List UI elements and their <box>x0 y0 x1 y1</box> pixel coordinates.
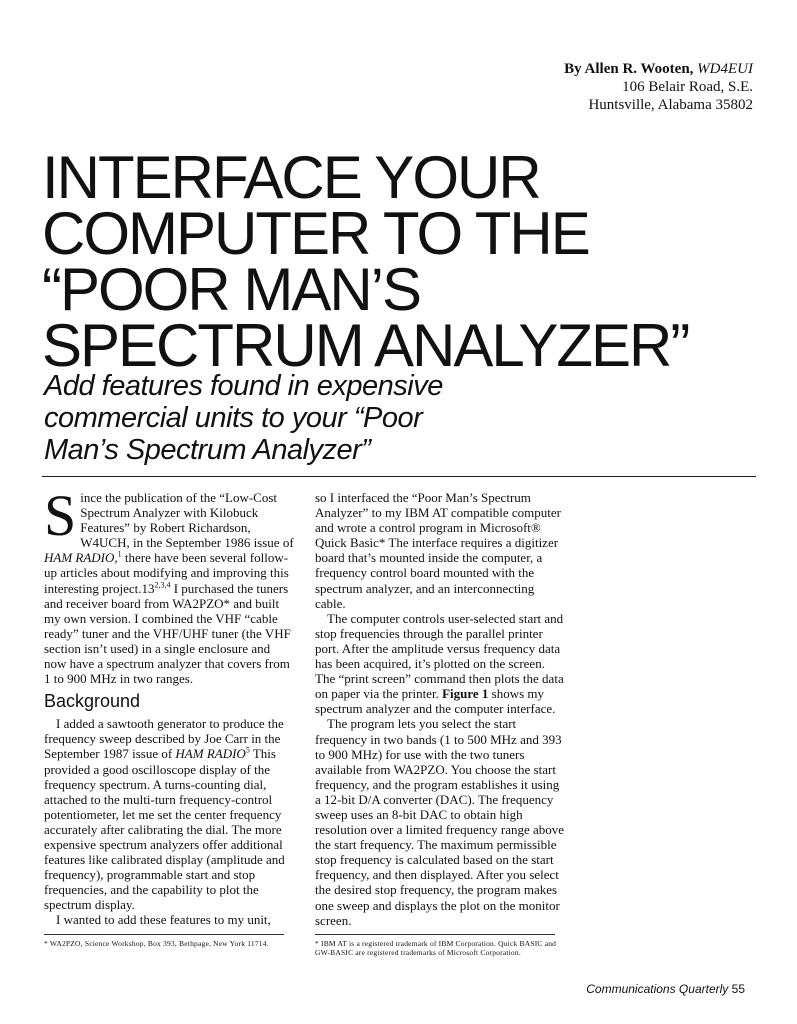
footnote-divider-left <box>44 934 284 935</box>
background-text-b: This provided a good oscilloscope display of the frequency spectrum. A turns-counting dial, attached to the multi-turn frequency-control potentiometer, let me set the center frequency accurately after calibrating the dial. The more expensive spectrum analyzers offer additional features like calibrated display (amplitude and frequency), programmable start and stop frequencies, and the capability to plot the spectrum display. <box>44 746 285 913</box>
byline <box>564 60 753 114</box>
paragraph-program: The program lets you select the start frequency in two bands (1 to 500 MHz and 393 to 900 MHz) for use with the two tuners available from WA2PZO. You choose the start frequency, and the program establishes it using a 12-bit D/A converter (DAC). The frequency sweep uses an 8-bit DAC to obtain high resolution over a limited frequency range above the start frequency. The maximum permissible stop frequency is calculated based on the start frequency, and then displayed. After you select the desired stop frequency, the program makes one sweep and displays the plot on the monitor screen. <box>315 716 565 928</box>
title-line-1: INTERFACE YOUR <box>42 144 540 211</box>
footnote-left: * WA2PZO, Science Workshop, Box 393, Bethpage, New York 11714. <box>44 938 269 948</box>
publication-name: Communications Quarterly <box>586 982 729 996</box>
footnote-right: * IBM AT is a registered trademark of IBM Corporation. Quick BASIC and GW-BASIC are registered trademarks of Microsoft Corporation. <box>315 938 557 957</box>
footnote-divider-right <box>315 934 555 935</box>
page-number: 55 <box>731 982 745 996</box>
article-title <box>42 144 762 379</box>
ref-5: 5 <box>245 746 250 756</box>
article-subtitle <box>44 370 564 466</box>
author-line <box>564 60 753 78</box>
title-line-2: COMPUTER TO THE <box>42 200 589 267</box>
ham-radio-ref-2: HAM RADIO <box>175 746 246 762</box>
ham-radio-ref-1: HAM RADIO, <box>44 550 118 566</box>
section-heading-background: Background <box>44 691 141 712</box>
drop-cap: S <box>44 483 77 548</box>
title-divider <box>42 476 756 477</box>
title-line-4: SPECTRUM ANALYZER” <box>42 312 689 379</box>
subtitle-line-1: Add features found in expensive <box>44 370 443 402</box>
ref-1: 1 <box>117 550 122 560</box>
paragraph-interface: so I interfaced the “Poor Man’s Spectrum Analyzer” to my IBM AT compatible computer and wrote a control program in Microsoft® Quick Basic* The interface requires a digitizer board that’s mounted inside the computer, a frequency control board mounted with the spectrum analyzer, and an interconnecting cable. <box>315 490 561 611</box>
paragraph-controls <box>315 611 565 717</box>
column-left <box>44 483 294 948</box>
intro-text-a: ince the publication of the “Low-Cost Spectrum Analyzer with Kilobuck Features” by Robert Richardson, W4UCH, in the September 1986 issue of <box>80 490 294 551</box>
intro-text-b: there have been several follow-up articles about modifying and improving this interesting project.13 <box>44 550 289 596</box>
author-callsign: WD4EUI <box>697 61 753 77</box>
subtitle-line-2: commercial units to your “Poor <box>44 402 423 434</box>
title-line-3: “POOR MAN’S <box>42 256 421 323</box>
intro-paragraph <box>44 483 294 687</box>
background-paragraph <box>44 716 294 912</box>
controls-text-b: shows my spectrum analyzer and the computer interface. <box>315 686 556 717</box>
figure-ref: Figure 1 <box>442 686 489 702</box>
paragraph-wanted: I wanted to add these features to my unit, <box>56 912 271 928</box>
controls-text-a: The computer controls user-selected start and stop frequencies through the parallel printer port. After the amplitude versus frequency data has been acquired, it’s plotted on the screen. The “print screen” command then plots the data on paper via the printer. <box>315 610 564 702</box>
intro-text-c: I purchased the tuners and receiver board from WA2PZO* and built my own version. I combined the VHF “cable ready” tuner and the VHF/UHF tuner (the VHF section isn’t used) in a single enclosure and now have a spectrum analyzer that covers from 1 to 900 MHz in two ranges. <box>44 580 291 687</box>
ref-2-4: 2,3,4 <box>154 580 171 590</box>
address-line-2: Huntsville, Alabama 35802 <box>588 97 753 113</box>
column-right <box>315 490 565 957</box>
address-line-1: 106 Belair Road, S.E. <box>622 79 753 95</box>
page-footer <box>586 982 745 996</box>
author-name: By Allen R. Wooten, <box>564 61 694 77</box>
subtitle-line-3: Man’s Spectrum Analyzer” <box>44 434 371 466</box>
background-text-a: I added a sawtooth generator to produce the frequency sweep described by Joe Carr in the September 1987 issue of <box>44 716 284 762</box>
